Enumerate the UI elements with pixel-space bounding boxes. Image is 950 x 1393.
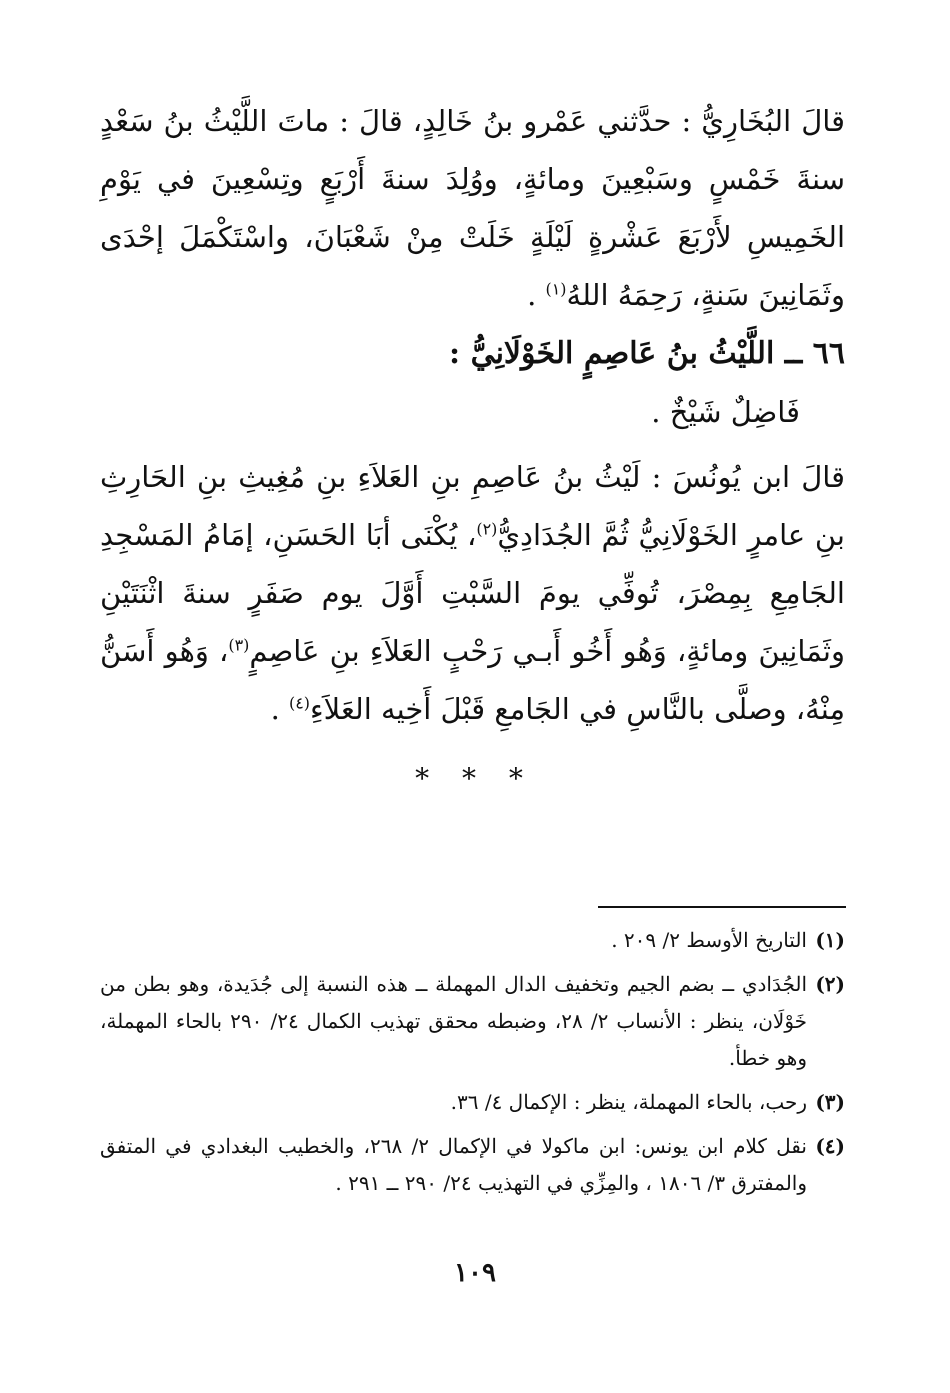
footnote-ref-4[interactable]: (٤) <box>289 693 310 713</box>
footnote-rule <box>598 906 846 908</box>
paragraph-text-1: قالَ ابن يُونُسَ : لَيْثُ بنُ عَاصِمِ بنِ العَلاَءِ بنِ مُغِيثِ بنِ الحَارِثِ بنِ عامرٍ الخَوْلَانِيُّ ثُمَّ الجُدَادِيُّ <box>100 460 845 552</box>
paragraph-text-3: ، وَهُو أَسَنُّ مِنْهُ، وصلَّى بالنَّاسِ في الجَامعِ قَبْلَ أَخِيه العَلاَءِ <box>100 634 845 726</box>
paragraph-text-2: ، يُكْنَى أبَا الحَسَنِ، إمَامُ المَسْجِدِ الجَامِعِ بِمِصْرَ، تُوفِّي يومَ السَّبْتِ أَوَّلَ يوم صَفَرٍ سنةَ اثْنَتَيْنِ وثَمَانِينَ ومائةٍ، وَهُو أَخُو أَبـي رَحْبٍ العَلاَءِ بنِ عَاصِمٍ <box>100 518 845 668</box>
paragraph-end: . <box>527 278 546 312</box>
footnote-2 <box>100 966 845 1077</box>
footnote-number: (١) <box>815 928 845 952</box>
footnote-number: (٤) <box>815 1134 845 1158</box>
entry-description: فَاضِلٌ شَيْخٌ . <box>651 395 800 429</box>
footnote-ref-3[interactable]: (٣) <box>228 635 250 655</box>
footnote-1 <box>100 922 845 959</box>
paragraph-bukhari <box>100 92 845 324</box>
paragraph-end: . <box>270 692 289 726</box>
paragraph-ibn-yunus <box>100 448 845 738</box>
footnote-number: (٣) <box>815 1090 845 1114</box>
paragraph-text: قالَ البُخَارِيُّ : حدَّثني عَمْرو بنُ خَالِدٍ، قالَ : ماتَ اللَّيْثُ بنُ سَعْدٍ سنةَ خَمْسٍ وسَبْعِينَ ومائةٍ، ووُلِدَ سنةَ أَرْبَعٍ وتِسْعِينَ في يَوْمِ الخَمِيسِ لأَرْبَعَ عَشْرةٍ لَيْلَةٍ خَلَتْ مِنْ شَعْبَانَ، واسْتَكْمَلَ إحْدَى وثَمَانِينَ سَنةٍ، رَحِمَهُ اللهُ <box>100 104 845 312</box>
footnote-text: التاريخ الأوسط ٢/ ٢٠٩ . <box>611 928 807 952</box>
page-number: ١٠٩ <box>454 1258 496 1288</box>
footnote-4 <box>100 1128 845 1202</box>
footnote-ref-2[interactable]: (٢) <box>476 519 498 539</box>
footnote-text: الجُدَادي ــ بضم الجيم وتخفيف الدال المهملة ــ هذه النسبة إلى جُدَيدة، وهو بطن من خَوْلَان، ينظر : الأنساب ٢/ ٢٨، وضبطه محقق تهذيب الكمال ٢٤/ ٢٩٠ بالحاء المهملة، وهو خطأ. <box>100 972 808 1070</box>
footnote-text: نقل كلام ابن يونس: ابن ماكولا في الإكمال ٢/ ٢٦٨، والخطيب البغدادي في المتفق والمفترق ٣/ ١٨٠٦ ، والمِزِّي في التهذيب ٢٤/ ٢٩٠ ــ ٢٩١ . <box>100 1134 807 1195</box>
footnote-3 <box>100 1084 845 1121</box>
footnote-ref-1[interactable]: (١) <box>545 279 567 299</box>
footnote-number: (٢) <box>815 972 845 996</box>
section-separator: * * * <box>415 762 535 795</box>
entry-heading: ٦٦ ــ اللَّيْثُ بنُ عَاصِمٍ الخَوْلَانِيُّ : <box>449 336 845 371</box>
footnote-text: رحب، بالحاء المهملة، ينظر : الإكمال ٤/ ٣٦. <box>450 1090 807 1114</box>
footnotes <box>100 922 845 1209</box>
